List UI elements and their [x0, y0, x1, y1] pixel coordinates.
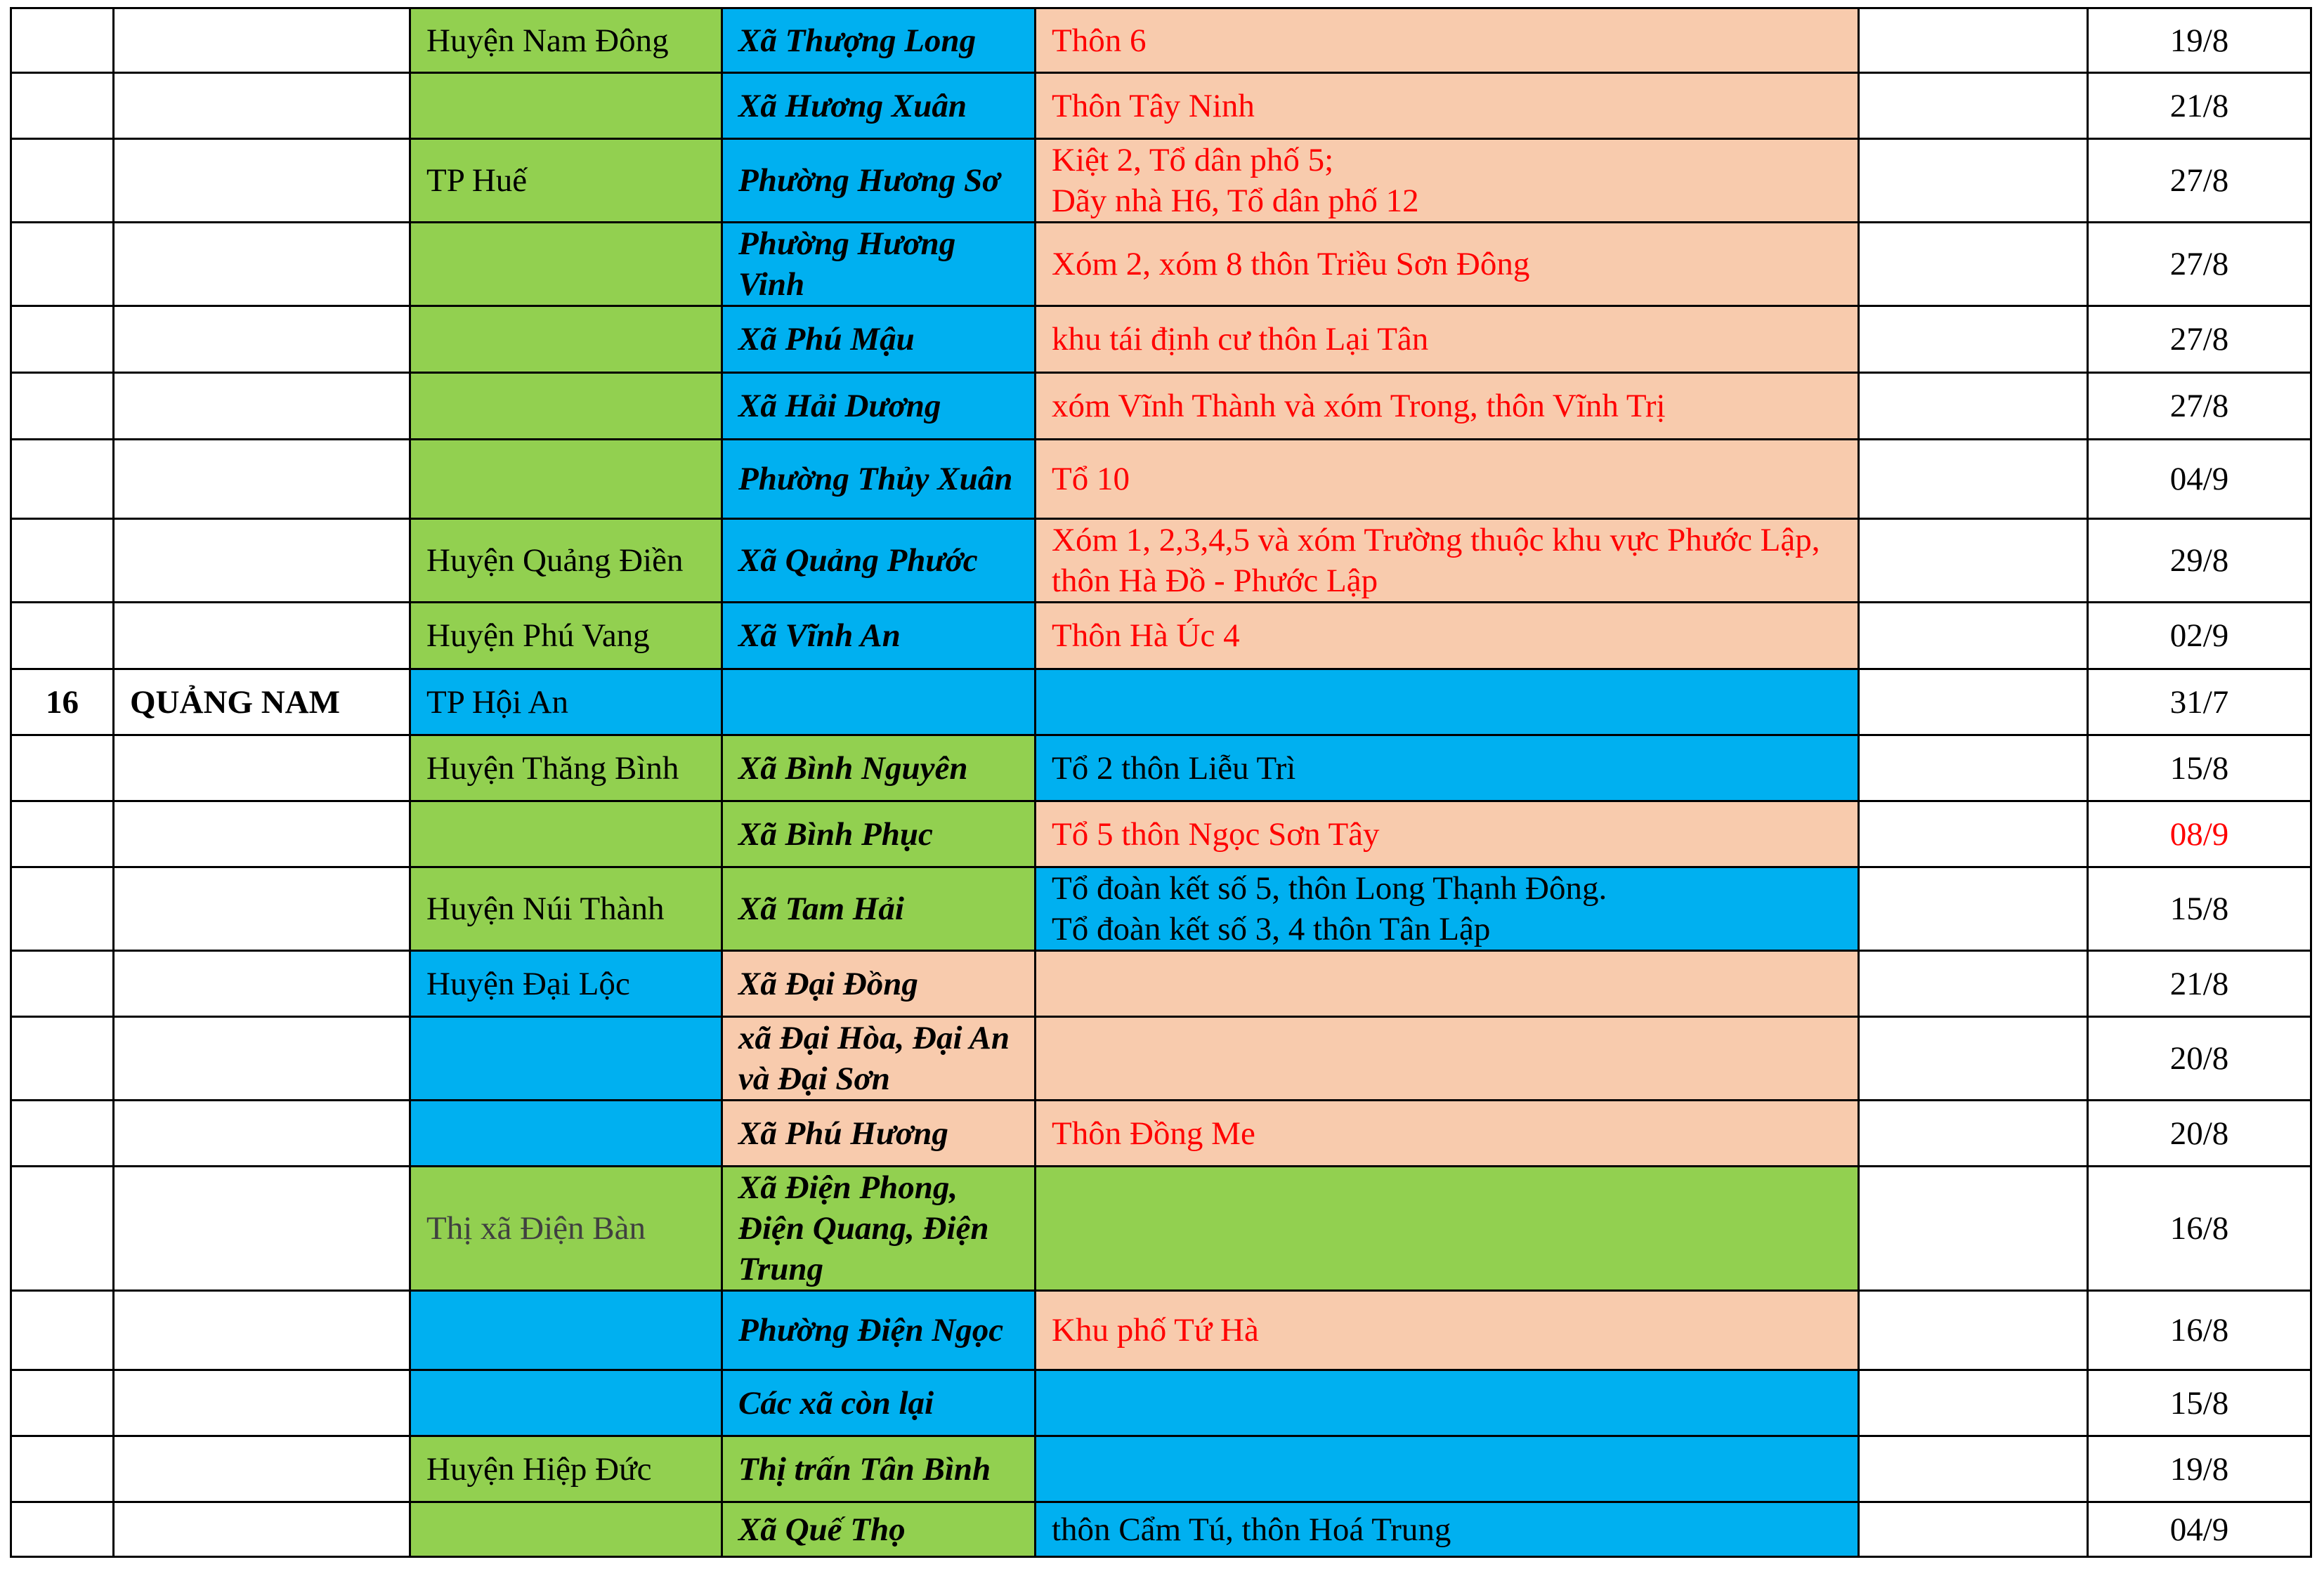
commune-cell-text: Phường Thủy Xuân [738, 461, 1013, 497]
area-cell [1036, 73, 1859, 139]
date-cell-text: 20/8 [2169, 1040, 2229, 1077]
commune-cell [722, 735, 1036, 801]
table-row [11, 801, 2311, 867]
date-cell-text: 21/8 [2169, 87, 2229, 124]
district-cell [410, 1502, 722, 1557]
commune-cell [722, 1017, 1036, 1101]
province-cell [114, 8, 410, 73]
table-row [11, 867, 2311, 951]
commune-cell-text: Xã Quế Thọ [738, 1511, 906, 1548]
district-cell-text: Huyện Thăng Bình [426, 749, 679, 787]
date-cell [2088, 669, 2311, 735]
commune-cell-text: Phường Hương Vinh [738, 225, 956, 303]
row-number-cell [11, 373, 114, 440]
date-cell [2088, 1502, 2311, 1557]
date-cell [2088, 139, 2311, 223]
table-row [11, 951, 2311, 1017]
lockdown-areas-table [10, 7, 2312, 1558]
area-cell [1036, 1291, 1859, 1370]
commune-cell-text: Xã Phú Hương [738, 1115, 948, 1152]
date-cell [2088, 519, 2311, 603]
date-cell [2088, 73, 2311, 139]
province-cell-text: QUẢNG NAM [130, 683, 340, 721]
area-cell [1036, 306, 1859, 373]
commune-cell-text: Xã Hải Dương [738, 388, 941, 424]
commune-cell [722, 951, 1036, 1017]
commune-cell [722, 1370, 1036, 1436]
province-cell [114, 306, 410, 373]
date-cell-text: 08/9 [2169, 815, 2229, 853]
commune-cell [722, 8, 1036, 73]
empty-cell [1859, 951, 2088, 1017]
area-cell-text: Khu phố Tứ Hà [1052, 1312, 1259, 1349]
commune-cell [722, 603, 1036, 669]
district-cell [410, 1291, 722, 1370]
province-cell [114, 73, 410, 139]
row-number-cell [11, 519, 114, 603]
empty-cell [1859, 1017, 2088, 1101]
district-cell-text: Thị xã Điện Bàn [426, 1210, 646, 1247]
row-number-cell [11, 951, 114, 1017]
row-number-cell [11, 669, 114, 735]
row-number-cell [11, 1370, 114, 1436]
area-cell [1036, 801, 1859, 867]
commune-cell-text: Xã Hương Xuân [738, 87, 967, 124]
district-cell [410, 1436, 722, 1502]
row-number-cell [11, 801, 114, 867]
empty-cell [1859, 1291, 2088, 1370]
area-cell-text: Tổ đoàn kết số 3, 4 thôn Tân Lập [1052, 911, 1491, 947]
empty-cell [1859, 867, 2088, 951]
empty-cell [1859, 669, 2088, 735]
date-cell-text: 15/8 [2169, 891, 2229, 927]
table-row [11, 735, 2311, 801]
commune-cell-text: Phường Điện Ngọc [738, 1312, 1004, 1349]
area-cell [1036, 867, 1859, 951]
area-cell-text: thôn Cẩm Tú, thôn Hoá Trung [1052, 1511, 1451, 1548]
district-cell-text: Huyện Đại Lộc [426, 965, 630, 1002]
commune-cell-text: Thị trấn Tân Bình [738, 1450, 991, 1488]
empty-cell [1859, 519, 2088, 603]
commune-cell [722, 1436, 1036, 1502]
area-cell [1036, 8, 1859, 73]
province-cell [114, 801, 410, 867]
province-cell [114, 1502, 410, 1557]
date-cell-text: 31/7 [2169, 683, 2229, 721]
date-cell-text: 16/8 [2169, 1210, 2229, 1247]
empty-cell [1859, 1167, 2088, 1291]
district-cell [410, 867, 722, 951]
district-cell-text: Huyện Nam Đông [426, 22, 669, 59]
row-number-cell [11, 1101, 114, 1167]
area-cell [1036, 1370, 1859, 1436]
table-row [11, 1017, 2311, 1101]
district-cell [410, 669, 722, 735]
commune-cell-text: Xã Điện Phong, Điện Quang, Điện Trung [738, 1169, 989, 1287]
commune-cell-text: Xã Bình Nguyên [738, 749, 968, 787]
table-row [11, 1291, 2311, 1370]
area-cell-text: Xóm 1, 2,3,4,5 và xóm Trường thuộc khu vực Phước Lập, thôn Hà Đồ - Phước Lập [1052, 522, 1820, 599]
date-cell-text: 16/8 [2169, 1312, 2229, 1349]
empty-cell [1859, 223, 2088, 306]
district-cell [410, 1017, 722, 1101]
table-row [11, 8, 2311, 73]
table-row [11, 1167, 2311, 1291]
area-cell [1036, 1502, 1859, 1557]
area-cell-text: Thôn 6 [1052, 22, 1147, 59]
empty-cell [1859, 1436, 2088, 1502]
province-cell [114, 373, 410, 440]
area-cell-text: Xóm 2, xóm 8 thôn Triều Sơn Đông [1052, 246, 1530, 282]
empty-cell [1859, 73, 2088, 139]
district-cell [410, 440, 722, 519]
empty-cell [1859, 1502, 2088, 1557]
area-cell-text: Tổ đoàn kết số 5, thôn Long Thạnh Đông. [1052, 870, 1607, 907]
province-cell [114, 1291, 410, 1370]
commune-cell-text: Phường Hương Sơ [738, 162, 1000, 199]
commune-cell [722, 139, 1036, 223]
table-row [11, 139, 2311, 223]
row-number-cell [11, 440, 114, 519]
area-cell-text: Thôn Đồng Me [1052, 1115, 1255, 1152]
area-cell-text: Dãy nhà H6, Tổ dân phố 12 [1052, 183, 1419, 219]
date-cell-text: 27/8 [2169, 388, 2229, 424]
empty-cell [1859, 1370, 2088, 1436]
district-cell-text: TP Hội An [426, 683, 568, 721]
district-cell [410, 373, 722, 440]
empty-cell [1859, 373, 2088, 440]
district-cell [410, 1167, 722, 1291]
commune-cell-text: Xã Phú Mậu [738, 321, 915, 357]
area-cell-text: Tổ 10 [1052, 461, 1130, 497]
table-row [11, 1370, 2311, 1436]
district-cell [410, 8, 722, 73]
date-cell [2088, 735, 2311, 801]
commune-cell [722, 519, 1036, 603]
date-cell [2088, 1436, 2311, 1502]
district-cell [410, 735, 722, 801]
district-cell [410, 223, 722, 306]
table-row [11, 1502, 2311, 1557]
commune-cell [722, 440, 1036, 519]
district-cell [410, 801, 722, 867]
district-cell [410, 519, 722, 603]
province-cell [114, 223, 410, 306]
province-cell [114, 951, 410, 1017]
area-cell [1036, 223, 1859, 306]
province-cell [114, 1101, 410, 1167]
empty-cell [1859, 603, 2088, 669]
table-row [11, 1436, 2311, 1502]
commune-cell-text: Xã Thượng Long [738, 22, 977, 59]
date-cell [2088, 440, 2311, 519]
empty-cell [1859, 1101, 2088, 1167]
commune-cell [722, 306, 1036, 373]
commune-cell-text: Các xã còn lại [738, 1384, 934, 1422]
row-number-cell [11, 139, 114, 223]
district-cell [410, 306, 722, 373]
province-cell [114, 1436, 410, 1502]
area-cell-text: Tổ 2 thôn Liễu Trì [1052, 749, 1296, 787]
commune-cell [722, 801, 1036, 867]
province-cell [114, 1017, 410, 1101]
district-cell [410, 73, 722, 139]
table-body [11, 8, 2311, 1557]
date-cell-text: 27/8 [2169, 162, 2229, 199]
district-cell-text: Huyện Núi Thành [426, 891, 665, 927]
row-number-cell [11, 8, 114, 73]
district-cell [410, 1370, 722, 1436]
row-number-cell [11, 1167, 114, 1291]
date-cell-text: 15/8 [2169, 749, 2229, 787]
date-cell [2088, 867, 2311, 951]
empty-cell [1859, 440, 2088, 519]
date-cell-text: 02/9 [2169, 617, 2229, 654]
district-cell [410, 603, 722, 669]
district-cell-text: Huyện Quảng Điền [426, 542, 684, 579]
empty-cell [1859, 735, 2088, 801]
province-cell [114, 440, 410, 519]
province-cell [114, 139, 410, 223]
date-cell-text: 21/8 [2169, 965, 2229, 1002]
area-cell-text: Thôn Tây Ninh [1052, 87, 1255, 124]
commune-cell-text: xã Đại Hòa, Đại An và Đại Sơn [738, 1020, 1010, 1097]
date-cell [2088, 1291, 2311, 1370]
commune-cell [722, 669, 1036, 735]
commune-cell [722, 223, 1036, 306]
date-cell [2088, 1167, 2311, 1291]
row-number-cell [11, 223, 114, 306]
district-cell [410, 1101, 722, 1167]
date-cell [2088, 306, 2311, 373]
empty-cell [1859, 139, 2088, 223]
date-cell-text: 27/8 [2169, 321, 2229, 357]
province-cell [114, 603, 410, 669]
row-number-cell [11, 306, 114, 373]
area-cell-text: Thôn Hà Úc 4 [1052, 617, 1240, 654]
empty-cell [1859, 306, 2088, 373]
area-cell [1036, 669, 1859, 735]
date-cell-text: 04/9 [2169, 1511, 2229, 1548]
date-cell [2088, 8, 2311, 73]
table-row [11, 440, 2311, 519]
date-cell [2088, 373, 2311, 440]
date-cell-text: 15/8 [2169, 1384, 2229, 1422]
row-number-cell [11, 1502, 114, 1557]
commune-cell [722, 73, 1036, 139]
commune-cell [722, 867, 1036, 951]
district-cell [410, 139, 722, 223]
district-cell-text: Huyện Hiệp Đức [426, 1450, 652, 1488]
area-cell [1036, 139, 1859, 223]
date-cell [2088, 1017, 2311, 1101]
date-cell-text: 27/8 [2169, 246, 2229, 282]
date-cell [2088, 1101, 2311, 1167]
table-row [11, 306, 2311, 373]
row-number-cell [11, 735, 114, 801]
table-row [11, 73, 2311, 139]
row-number-cell [11, 1436, 114, 1502]
province-cell [114, 867, 410, 951]
table-row [11, 373, 2311, 440]
date-cell [2088, 801, 2311, 867]
district-cell-text: Huyện Phú Vang [426, 617, 650, 654]
commune-cell [722, 1502, 1036, 1557]
table-row [11, 669, 2311, 735]
empty-cell [1859, 8, 2088, 73]
area-cell [1036, 1101, 1859, 1167]
row-number-cell [11, 603, 114, 669]
area-cell-text: Tổ 5 thôn Ngọc Sơn Tây [1052, 815, 1380, 853]
province-cell [114, 735, 410, 801]
commune-cell-text: Xã Quảng Phước [738, 542, 978, 579]
row-number-cell [11, 1291, 114, 1370]
table-row [11, 519, 2311, 603]
date-cell [2088, 1370, 2311, 1436]
commune-cell-text: Xã Đại Đồng [738, 965, 918, 1002]
date-cell [2088, 951, 2311, 1017]
commune-cell-text: Xã Bình Phục [738, 815, 933, 853]
commune-cell [722, 1167, 1036, 1291]
date-cell [2088, 223, 2311, 306]
commune-cell-text: Xã Vĩnh An [738, 617, 901, 654]
area-cell [1036, 603, 1859, 669]
date-cell [2088, 603, 2311, 669]
province-cell [114, 519, 410, 603]
date-cell-text: 29/8 [2169, 542, 2229, 579]
province-cell [114, 1167, 410, 1291]
area-cell-text: khu tái định cư thôn Lại Tân [1052, 321, 1429, 357]
area-cell [1036, 951, 1859, 1017]
area-cell [1036, 519, 1859, 603]
commune-cell [722, 1101, 1036, 1167]
area-cell [1036, 735, 1859, 801]
table-row [11, 1101, 2311, 1167]
row-number-cell [11, 867, 114, 951]
province-cell [114, 669, 410, 735]
province-cell [114, 1370, 410, 1436]
commune-cell-text: Xã Tam Hải [738, 891, 904, 927]
district-cell [410, 951, 722, 1017]
area-cell [1036, 440, 1859, 519]
date-cell-text: 04/9 [2169, 461, 2229, 497]
row-number-cell [11, 73, 114, 139]
row-number-cell-text: 16 [46, 683, 79, 721]
area-cell [1036, 1017, 1859, 1101]
area-cell [1036, 1167, 1859, 1291]
table-row [11, 603, 2311, 669]
commune-cell [722, 1291, 1036, 1370]
district-cell-text: TP Huế [426, 162, 528, 199]
empty-cell [1859, 801, 2088, 867]
date-cell-text: 20/8 [2169, 1115, 2229, 1152]
table-row [11, 223, 2311, 306]
date-cell-text: 19/8 [2169, 22, 2229, 59]
area-cell-text: Kiệt 2, Tổ dân phố 5; [1052, 142, 1334, 178]
date-cell-text: 19/8 [2169, 1450, 2229, 1488]
area-cell-text: xóm Vĩnh Thành và xóm Trong, thôn Vĩnh Trị [1052, 388, 1666, 424]
row-number-cell [11, 1017, 114, 1101]
commune-cell [722, 373, 1036, 440]
area-cell [1036, 373, 1859, 440]
area-cell [1036, 1436, 1859, 1502]
